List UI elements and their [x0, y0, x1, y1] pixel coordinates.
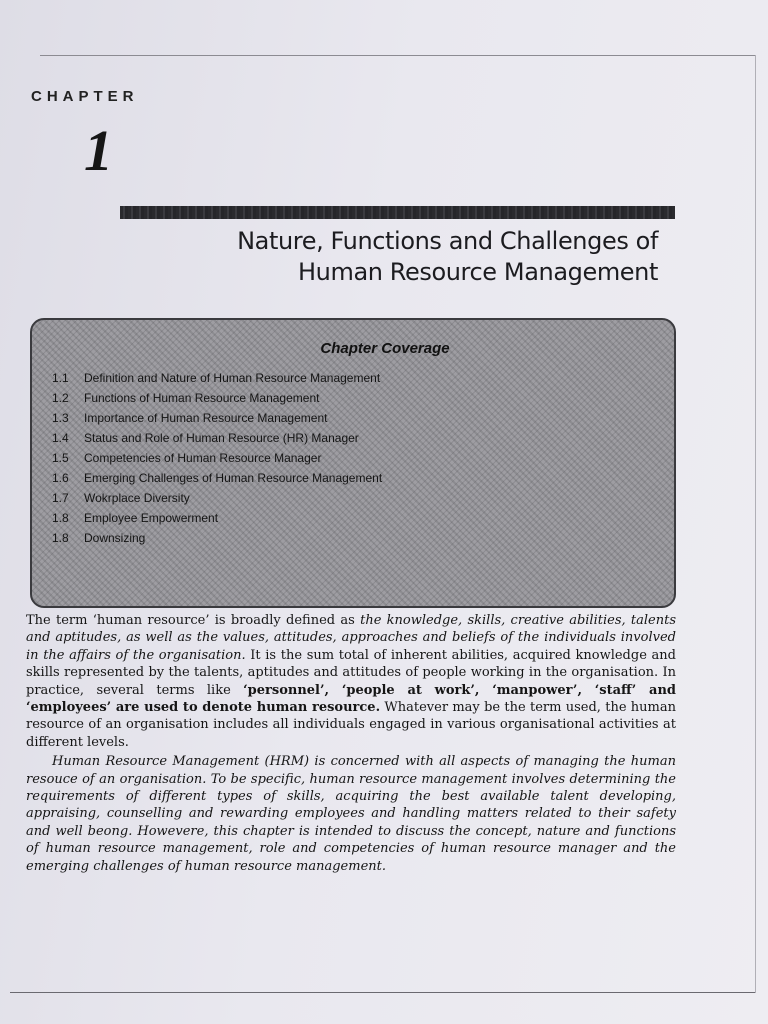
coverage-item-text: Functions of Human Resource Management [84, 391, 320, 405]
chapter-title-line: Human Resource Management [298, 258, 658, 286]
title-rule [120, 206, 675, 219]
coverage-item-text: Wokrplace Diversity [84, 491, 190, 505]
coverage-item-text: Importance of Human Resource Management [84, 411, 328, 425]
coverage-item-text: Competencies of Human Resource Manager [84, 451, 322, 465]
coverage-item [52, 468, 652, 488]
page-edge-line [10, 992, 755, 993]
coverage-item [52, 408, 652, 428]
page-edge-line [40, 55, 755, 56]
chapter-number: 1 [84, 118, 113, 183]
coverage-item [52, 528, 652, 548]
coverage-item [52, 368, 652, 388]
chapter-coverage-box [30, 318, 676, 608]
page-edge-line [755, 55, 756, 993]
paragraph-text: It is the sum total of inherent abilities, acquired knowledge and skills represented by the talents, aptitudes and attitudes of people working in the organisation. In practice, several terms like [26, 647, 676, 698]
paragraph-text: The term ‘human resource’ is broadly defined as [26, 613, 361, 628]
coverage-item [52, 488, 652, 508]
terms-emphasis: ‘personnel’, ‘people at work’, ‘manpower’, ‘staff’ and ‘employees’ are used to denote human resource. [26, 682, 676, 716]
coverage-item-number: 1.8 [52, 511, 69, 525]
coverage-item-text: Status and Role of Human Resource (HR) Manager [84, 431, 359, 445]
coverage-item [52, 388, 652, 408]
coverage-item [52, 428, 652, 448]
chapter-title-line: Nature, Functions and Challenges of [237, 227, 658, 255]
coverage-item-number: 1.3 [52, 411, 69, 425]
coverage-list [52, 368, 652, 548]
coverage-heading [32, 340, 676, 357]
coverage-item-text: Definition and Nature of Human Resource Management [84, 371, 381, 385]
coverage-item-text: Downsizing [84, 531, 146, 545]
chapter-title [150, 226, 658, 288]
coverage-item-number: 1.2 [52, 391, 69, 405]
coverage-item-number: 1.5 [52, 451, 69, 465]
coverage-heading-text: Chapter Coverage [320, 340, 450, 357]
paragraph [26, 612, 676, 751]
coverage-item-number: 1.7 [52, 491, 69, 505]
chapter-label: CHAPTER [31, 88, 139, 105]
body-text [26, 612, 676, 875]
paragraph: Human Resource Management (HRM) is concerned with all aspects of managing the human resouce of an organisation. To be specific, human resource management involves determining the requirements of different types of skills, acquiring the best available talent developing, appraising, counselling and rewarding employees and handling matters related to their safety and well beong. Howevere, this chapter is intended to discuss the concept, nature and functions of human resource management, role and competencies of human resource manager and the emerging challenges of human resource management. [26, 754, 676, 874]
coverage-item-number: 1.4 [52, 431, 69, 445]
coverage-item-number: 1.1 [52, 371, 69, 385]
paragraph-text: Whatever may be the term used, the human resource of an organisation includes all individuals engaged in various organisational activities at different levels. [26, 700, 676, 750]
coverage-item-text: Employee Empowerment [84, 511, 219, 525]
coverage-item-number: 1.8 [52, 531, 69, 545]
coverage-item-number: 1.6 [52, 471, 69, 485]
definition-emphasis: the knowledge, skills, creative abilities, talents and aptitudes, as well as the values, attitudes, approaches and beliefs of the individuals involved in the affairs of the organisation. [26, 613, 676, 663]
coverage-item-text: Emerging Challenges of Human Resource Management [84, 471, 383, 485]
coverage-item [52, 508, 652, 528]
coverage-item [52, 448, 652, 468]
